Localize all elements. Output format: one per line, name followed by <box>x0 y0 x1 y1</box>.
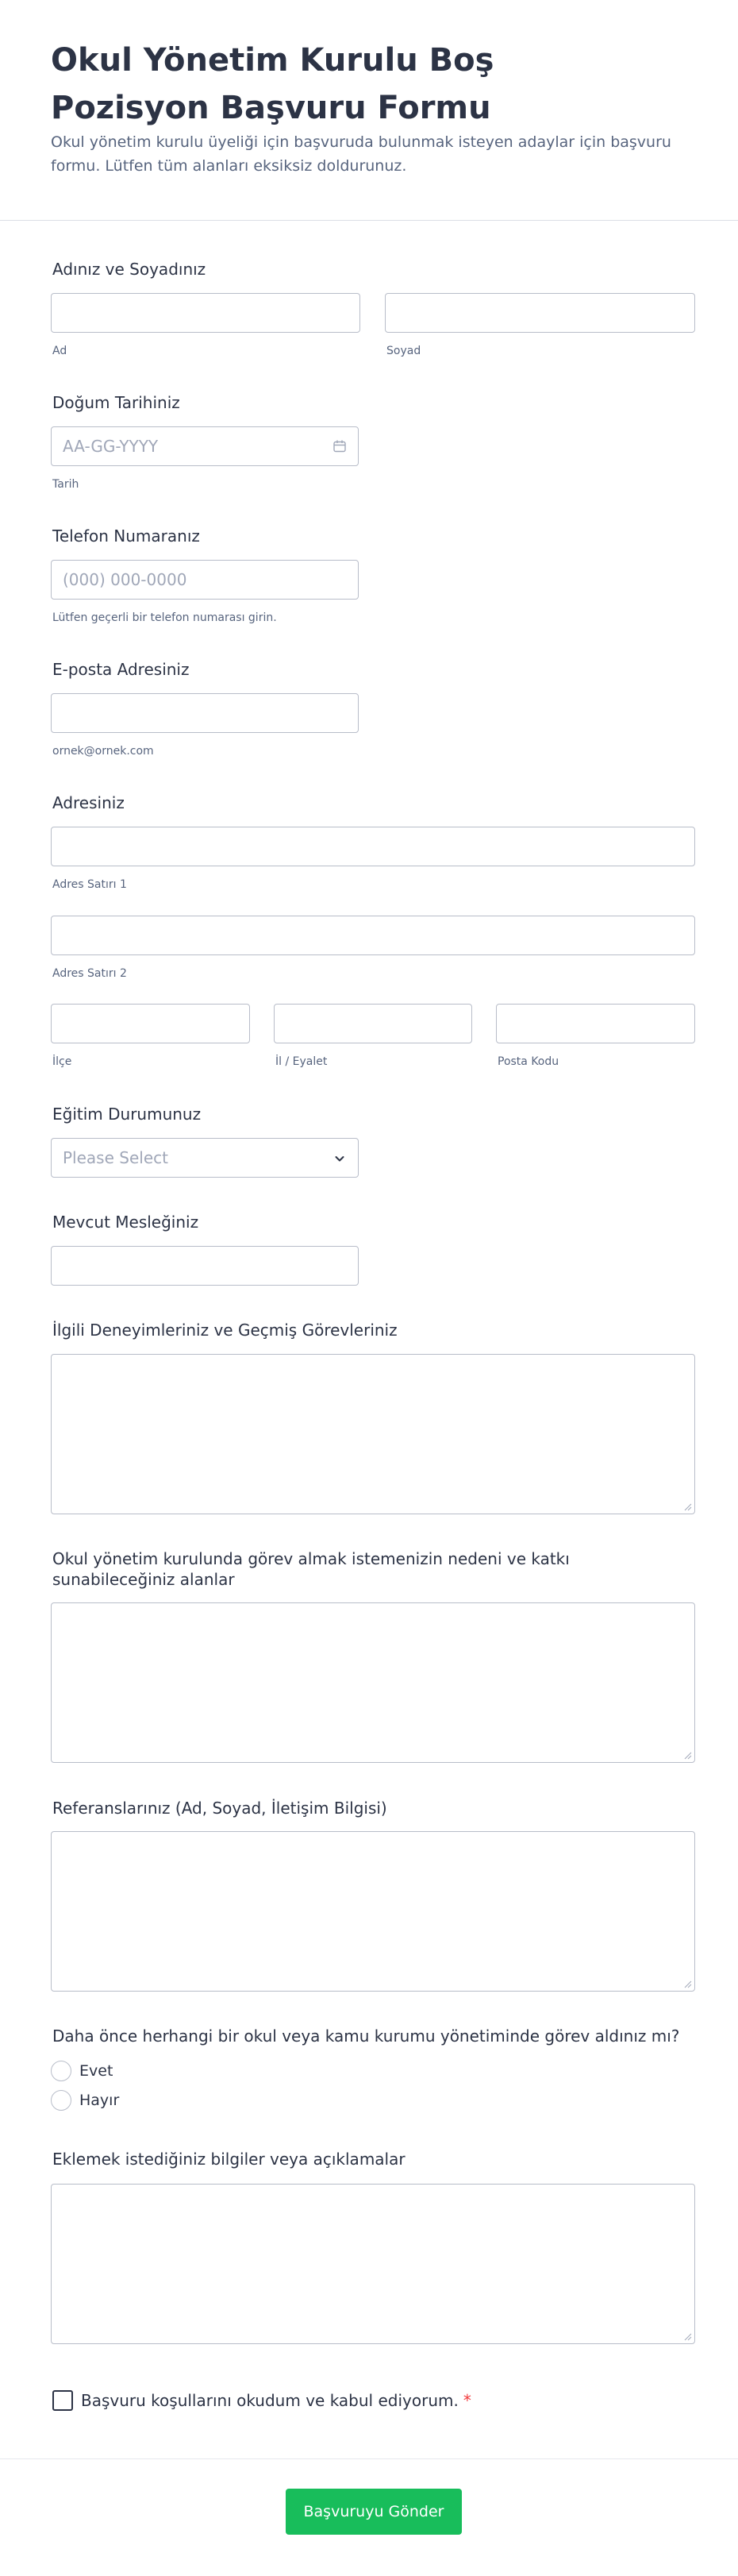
address-line1-sublabel: Adres Satırı 1 <box>52 878 127 891</box>
experience-textarea[interactable] <box>51 1354 695 1514</box>
first-name-input[interactable] <box>51 293 360 333</box>
last-name-input[interactable] <box>385 293 695 333</box>
education-select[interactable] <box>51 1138 359 1178</box>
form-header <box>0 0 738 221</box>
phone-placeholder: (000) 000-0000 <box>63 570 187 589</box>
address-label: Adresiniz <box>52 793 125 812</box>
email-sublabel: ornek@ornek.com <box>52 745 154 758</box>
references-textarea[interactable] <box>51 1831 695 1992</box>
footer-divider <box>0 2458 738 2459</box>
references-label: Referanslarınız (Ad, Soyad, İletişim Bilgisi) <box>52 1799 387 1818</box>
province-sublabel: İl / Eyalet <box>275 1055 328 1068</box>
motivation-label: Okul yönetim kurulunda görev almak istemenizin nedeni ve katkı sunabileceğiniz alanlar <box>52 1549 570 1589</box>
district-input[interactable] <box>51 1004 250 1043</box>
phone-sublabel: Lütfen geçerli bir telefon numarası girin. <box>52 611 277 624</box>
resize-handle-icon[interactable] <box>682 1750 692 1760</box>
resize-handle-icon[interactable] <box>682 2331 692 2341</box>
postal-code-input[interactable] <box>496 1004 695 1043</box>
form-subtitle: Okul yönetim kurulu üyeliği için başvuruda bulunmak isteyen adaylar için başvuru formu. Lütfen tüm alanları eksiksiz doldurunuz. <box>51 133 671 175</box>
profession-label: Mevcut Mesleğiniz <box>52 1213 199 1232</box>
email-input[interactable] <box>51 693 359 733</box>
postal-code-sublabel: Posta Kodu <box>498 1055 559 1068</box>
submit-button[interactable]: Başvuruyu Gönder <box>286 2489 462 2535</box>
radio-hayir-label[interactable]: Hayır <box>79 2092 120 2109</box>
address-line2-sublabel: Adres Satırı 2 <box>52 967 127 980</box>
phone-label: Telefon Numaranız <box>52 526 200 546</box>
first-name-sublabel: Ad <box>52 345 67 357</box>
terms-label-text: Başvuru koşullarını okudum ve kabul ediyorum. <box>81 2391 459 2410</box>
education-select-value: Please Select <box>63 1148 168 1167</box>
profession-input[interactable] <box>51 1246 359 1286</box>
phone-input[interactable] <box>51 560 359 600</box>
form-title: Okul Yönetim Kurulu Boş Pozisyon Başvuru Formu <box>51 42 494 126</box>
notes-textarea[interactable] <box>51 2184 695 2344</box>
address-line1-input[interactable] <box>51 827 695 866</box>
experience-label: İlgili Deneyimleriniz ve Geçmiş Görevleriniz <box>52 1321 398 1340</box>
resize-handle-icon[interactable] <box>682 1502 692 1511</box>
calendar-icon[interactable] <box>332 439 347 453</box>
required-mark: * <box>463 2391 471 2410</box>
motivation-textarea[interactable] <box>51 1602 695 1763</box>
radio-evet[interactable] <box>51 2061 71 2081</box>
radio-evet-label[interactable]: Evet <box>79 2062 113 2080</box>
terms-label[interactable] <box>81 2389 471 2412</box>
district-sublabel: İlçe <box>52 1055 72 1068</box>
email-label: E-posta Adresiniz <box>52 660 190 679</box>
birth-date-sublabel: Tarih <box>52 478 79 491</box>
prior-role-label: Daha önce herhangi bir okul veya kamu kurumu yönetiminde görev aldınız mı? <box>52 2026 680 2046</box>
notes-label: Eklemek istediğiniz bilgiler veya açıklamalar <box>52 2150 406 2169</box>
radio-hayir[interactable] <box>51 2090 71 2111</box>
last-name-sublabel: Soyad <box>386 345 421 357</box>
birth-date-input[interactable] <box>51 426 359 466</box>
address-line2-input[interactable] <box>51 916 695 955</box>
name-label: Adınız ve Soyadınız <box>52 260 206 279</box>
chevron-down-icon <box>332 1151 347 1166</box>
education-label: Eğitim Durumunuz <box>52 1105 202 1124</box>
terms-checkbox[interactable] <box>52 2390 73 2411</box>
resize-handle-icon[interactable] <box>682 1979 692 1988</box>
province-input[interactable] <box>274 1004 472 1043</box>
birth-date-placeholder: AA-GG-YYYY <box>63 437 159 456</box>
birth-date-label: Doğum Tarihiniz <box>52 393 180 412</box>
